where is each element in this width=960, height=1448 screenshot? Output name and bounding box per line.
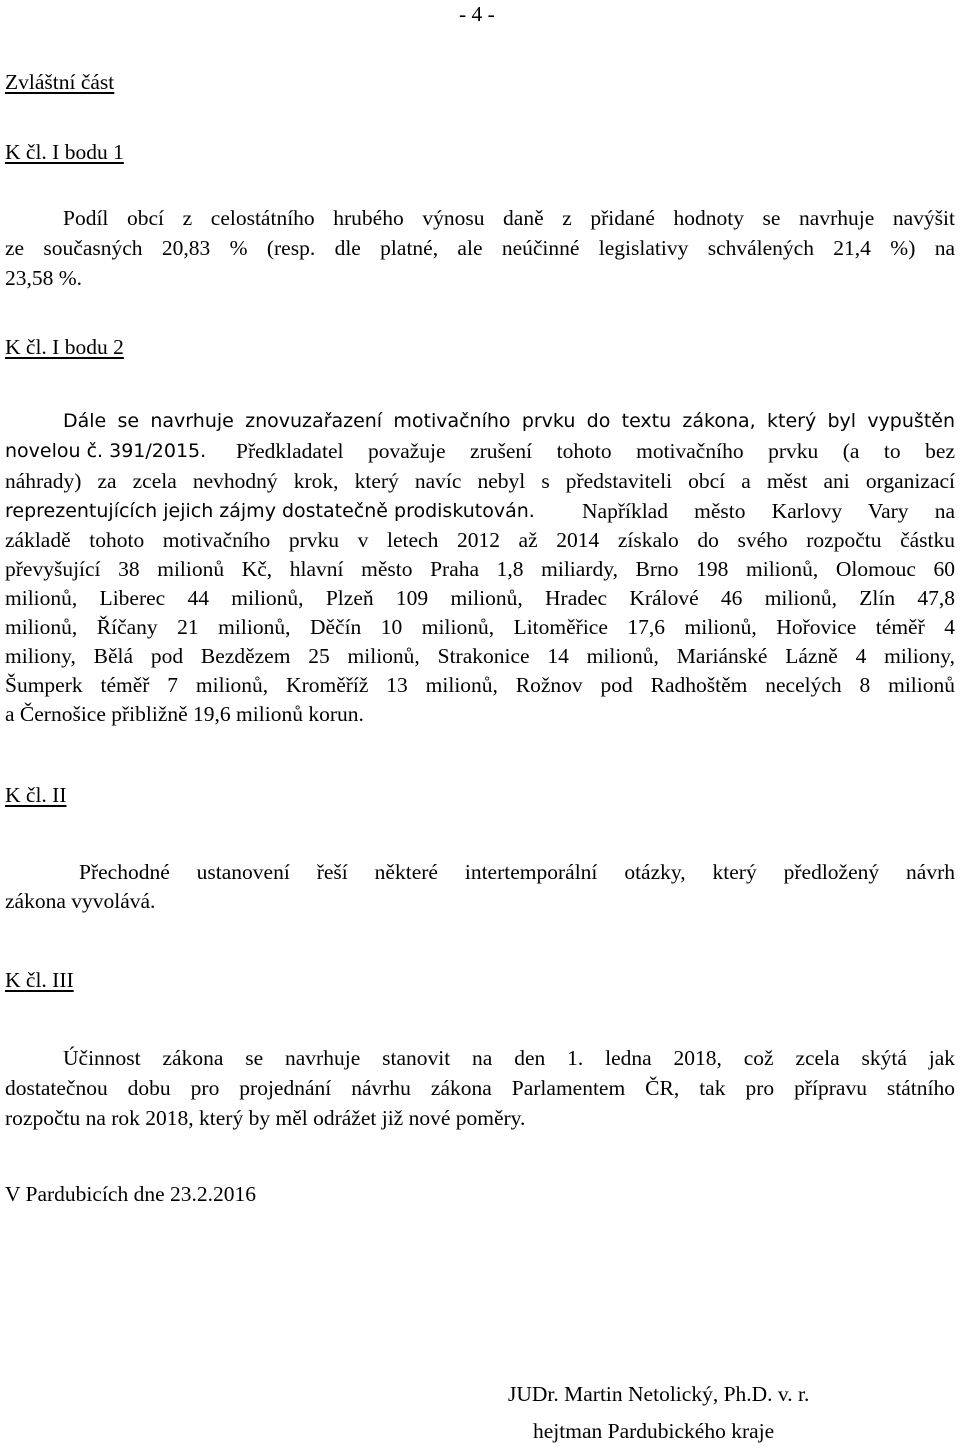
paragraph-line-part: Předkladatel považuje zrušení tohoto motivačního prvku (a to bez bbox=[236, 439, 955, 463]
heading-article1-point1: K čl. I bodu 1 bbox=[5, 140, 124, 164]
paragraph-line: dostatečnou dobu pro projednání návrhu zákona Parlamentem ČR, tak pro přípravu státního bbox=[5, 1076, 955, 1100]
paragraph-line: základě tohoto motivačního prvku v letech 2012 až 2014 získalo do svého rozpočtu částku bbox=[5, 528, 955, 552]
paragraph-line: miliony, Bělá pod Bezdězem 25 milionů, Strakonice 14 milionů, Mariánské Lázně 4 miliony, bbox=[5, 644, 955, 668]
paragraph-line: rozpočtu na rok 2018, který by měl odrážet již nové poměry. bbox=[5, 1106, 526, 1130]
paragraph-line: a Černošice přibližně 19,6 milionů korun. bbox=[5, 702, 364, 726]
heading-article3: K čl. III bbox=[5, 968, 74, 992]
signature-name: JUDr. Martin Netolický, Ph.D. v. r. bbox=[508, 1382, 810, 1406]
section-title: Zvláštní část bbox=[5, 70, 115, 94]
paragraph-line-part: novelou č. 391/2015. bbox=[5, 440, 207, 462]
heading-article2: K čl. II bbox=[5, 783, 67, 807]
paragraph-line-part: Například město Karlovy Vary na bbox=[582, 499, 955, 523]
paragraph-line: Šumperk téměř 7 milionů, Kroměříž 13 milionů, Rožnov pod Radhoštěm necelých 8 milionů bbox=[5, 673, 955, 697]
paragraph-line: milionů, Říčany 21 milionů, Děčín 10 milionů, Litoměřice 17,6 milionů, Hořovice téměř 4 bbox=[5, 615, 955, 639]
place-date: V Pardubicích dne 23.2.2016 bbox=[5, 1182, 256, 1206]
signature-title: hejtman Pardubického kraje bbox=[533, 1419, 775, 1443]
paragraph-line: ze současných 20,83 % (resp. dle platné, ale neúčinné legislativy schválených 21,4 %) na bbox=[5, 236, 955, 260]
paragraph-line: Podíl obcí z celostátního hrubého výnosu daně z přidané hodnoty se navrhuje navýšit bbox=[63, 206, 955, 230]
paragraph-line: milionů, Liberec 44 milionů, Plzeň 109 milionů, Hradec Králové 46 milionů, Zlín 47,8 bbox=[5, 586, 955, 610]
paragraph-line: náhrady) za zcela nevhodný krok, který navíc nebyl s představiteli obcí a měst ani organizací bbox=[5, 469, 955, 493]
page-number: - 4 - bbox=[459, 2, 495, 26]
paragraph-line: převyšující 38 milionů Kč, hlavní město Praha 1,8 miliardy, Brno 198 milionů, Olomouc 60 bbox=[5, 557, 955, 581]
paragraph-line: Účinnost zákona se navrhuje stanovit na den 1. ledna 2018, což zcela skýtá jak bbox=[63, 1046, 955, 1070]
paragraph-line: Přechodné ustanovení řeší některé intertemporální otázky, který předložený návrh bbox=[79, 860, 955, 884]
paragraph-line-part: reprezentujících jejich zájmy dostatečně prodiskutován. bbox=[5, 500, 535, 522]
paragraph-line: Dále se navrhuje znovuzařazení motivačního prvku do textu zákona, který byl vypuštěn bbox=[63, 410, 955, 432]
heading-article1-point2: K čl. I bodu 2 bbox=[5, 335, 124, 359]
paragraph-line: zákona vyvolává. bbox=[5, 889, 156, 913]
paragraph-line: 23,58 %. bbox=[5, 266, 83, 290]
